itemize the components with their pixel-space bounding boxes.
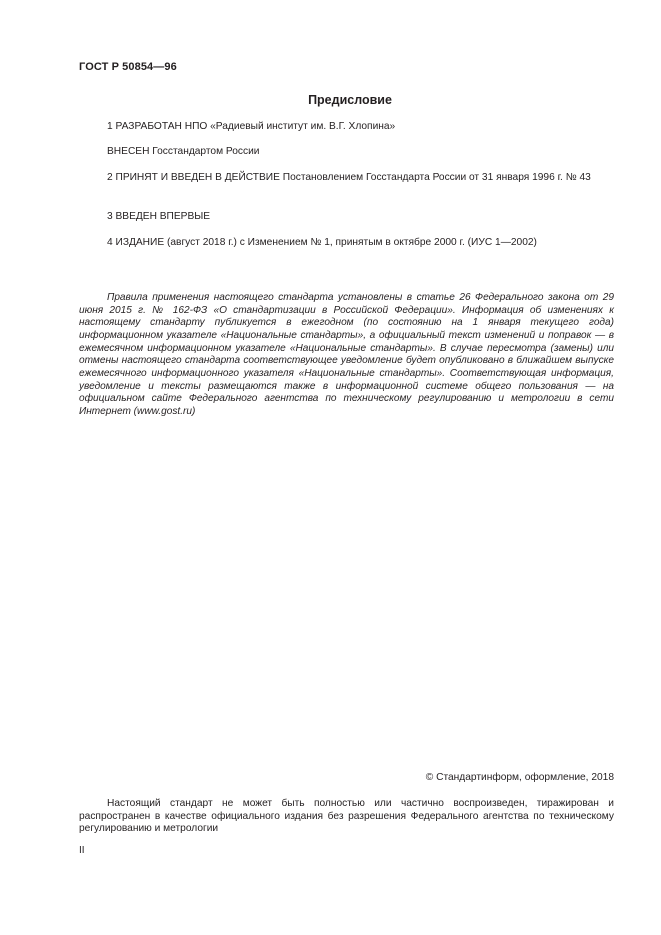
item-edition: 4 ИЗДАНИЕ (август 2018 г.) с Изменением № 1, принятым в октябре 2000 г. (ИУС 1—2002) <box>107 237 537 248</box>
item-first-introduced: 3 ВВЕДЕН ВПЕРВЫЕ <box>107 211 211 222</box>
reproduction-notice: Настоящий стандарт не может быть полностью или частично воспроизведен, тиражирован и распространен в качестве официального издания без разрешения Федерального агентства по техническому регулированию и метрологии <box>79 798 614 835</box>
application-rules-notice: Правила применения настоящего стандарта установлены в статье 26 Федерального закона от 29 июня 2015 г. № 162-ФЗ «О стандартизации в Российской Федерации». Информация об изменениях к настоящему стандарту публикуется в ежегодном (по состоянию на 1 января текущего года) информационном указателе «Национальные стандарты», а официальный текст изменений и поправок — в ежемесячном информационном указателе «Национальные стандарты». В случае пересмотра (замены) или отмены настоящего стандарта соответствующее уведомление будет опубликовано в ближайшем выпуске ежемесячного информационного указателя «Национальные стандарты». Соответствующая информация, уведомление и тексты размещаются также в информационной системе общего пользования — на официальном сайте Федерального агентства по техническому регулированию и метрологии в сети Интернет (www.gost.ru) <box>79 292 614 417</box>
item-submitted: ВНЕСЕН Госстандартом России <box>107 146 260 157</box>
page-number: II <box>79 845 85 856</box>
standard-code: ГОСТ Р 50854—96 <box>79 61 177 73</box>
copyright-line: © Стандартинформ, оформление, 2018 <box>425 772 614 783</box>
item-developed: 1 РАЗРАБОТАН НПО «Радиевый институт им. В.Г. Хлопина» <box>107 121 396 132</box>
item-adopted: 2 ПРИНЯТ И ВВЕДЕН В ДЕЙСТВИЕ Постановлением Госстандарта России от 31 января 1996 г. № 43 <box>107 172 591 183</box>
section-title: Предисловие <box>308 93 392 107</box>
